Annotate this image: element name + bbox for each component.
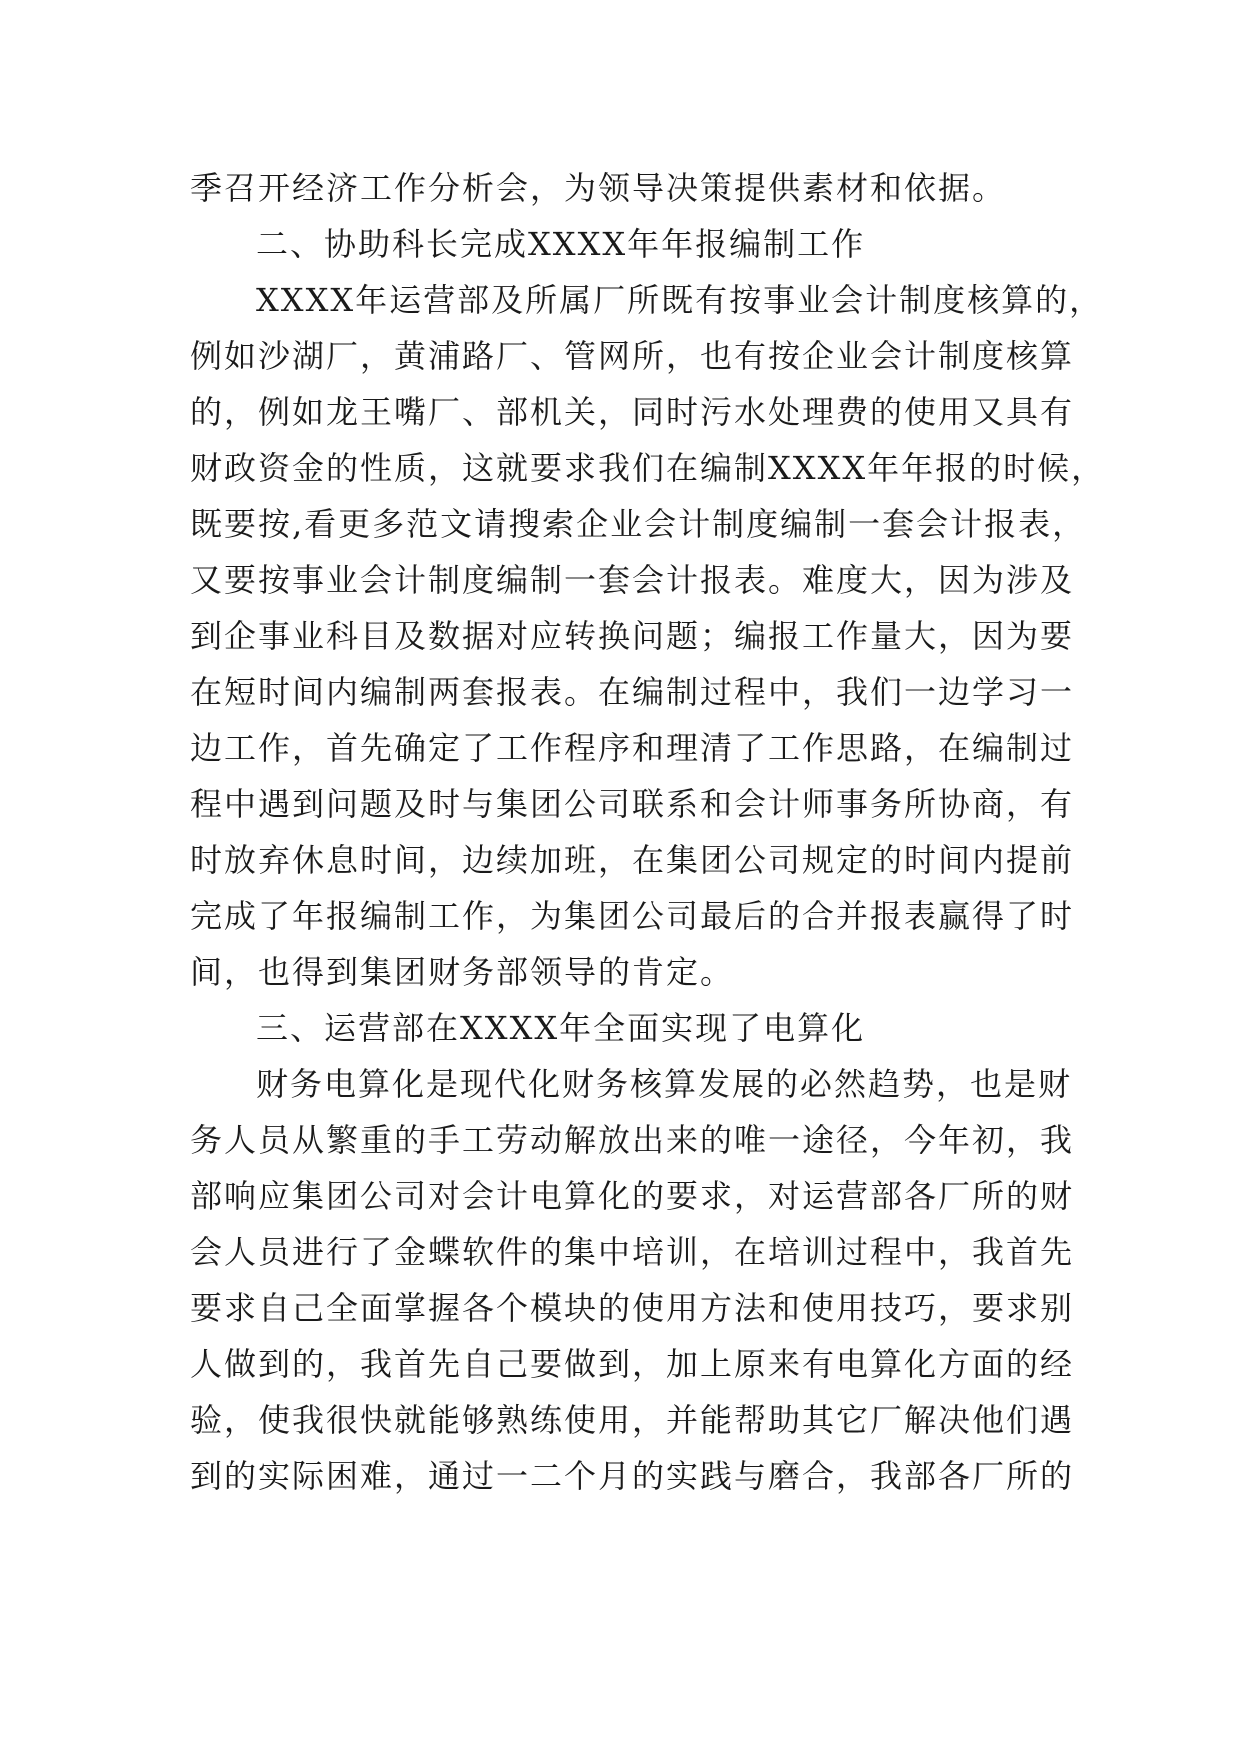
text-line: 验，使我很快就能够熟练使用，并能帮助其它厂解决他们遇 [190, 1401, 1075, 1439]
text-line: 完成了年报编制工作，为集团公司最后的合并报表赢得了时 [190, 897, 1075, 935]
text-line: 间，也得到集团财务部领导的肯定。 [190, 953, 735, 991]
text-line: 部响应集团公司对会计电算化的要求，对运营部各厂所的财 [190, 1177, 1075, 1215]
text-line: 季召开经济工作分析会，为领导决策提供素材和依据。 [190, 169, 1007, 207]
section-heading-3: 三、运营部在XXXX年全面实现了电算化 [256, 1009, 866, 1047]
text-line: 的，例如龙王嘴厂、部机关，同时污水处理费的使用又具有 [190, 393, 1075, 431]
text-line: 务人员从繁重的手工劳动解放出来的唯一途径，今年初，我 [190, 1121, 1075, 1159]
text-line: 到企事业科目及数据对应转换问题；编报工作量大，因为要 [190, 617, 1075, 655]
text-line: 程中遇到问题及时与集团公司联系和会计师事务所协商，有 [190, 785, 1075, 823]
text-line: 到的实际困难，通过一二个月的实践与磨合，我部各厂所的 [190, 1457, 1075, 1495]
section-heading-2: 二、协助科长完成XXXX年年报编制工作 [256, 225, 866, 263]
text-line: 又要按事业会计制度编制一套会计报表。难度大，因为涉及 [190, 561, 1075, 599]
text-line: 人做到的，我首先自己要做到，加上原来有电算化方面的经 [190, 1345, 1075, 1383]
text-line: 边工作，首先确定了工作程序和理清了工作思路，在编制过 [190, 729, 1075, 767]
text-line: 时放弃休息时间，边续加班，在集团公司规定的时间内提前 [190, 841, 1075, 879]
text-line: 在短时间内编制两套报表。在编制过程中，我们一边学习一 [190, 673, 1075, 711]
text-line: 会人员进行了金蝶软件的集中培训，在培训过程中，我首先 [190, 1233, 1075, 1271]
text-line: 财政资金的性质，这就要求我们在编制XXXX年年报的时候， [190, 449, 1106, 487]
text-line: 既要按,看更多范文请搜索企业会计制度编制一套会计报表， [190, 505, 1087, 543]
document-body [190, 160, 1106, 1504]
text-line: XXXX年运营部及所属厂所既有按事业会计制度核算的， [256, 281, 1104, 319]
text-line: 要求自己全面掌握各个模块的使用方法和使用技巧，要求别 [190, 1289, 1075, 1327]
text-line: 财务电算化是现代化财务核算发展的必然趋势，也是财 [256, 1065, 1073, 1103]
text-line: 例如沙湖厂，黄浦路厂、管网所，也有按企业会计制度核算 [190, 337, 1075, 375]
